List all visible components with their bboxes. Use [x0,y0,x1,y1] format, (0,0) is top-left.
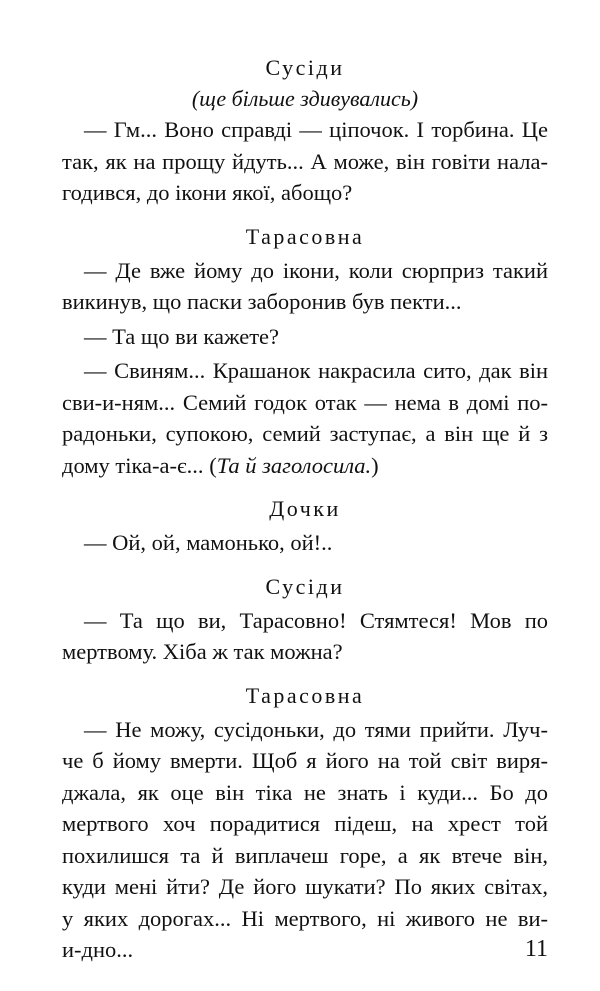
dialogue-paragraph [62,605,548,668]
dialogue-paragraph [62,321,548,353]
dialogue-line: — Ой, ой, мамонько, ой!.. [84,530,333,555]
spacer [62,212,548,221]
dialogue-paragraph [62,255,548,318]
dialogue-line: — Та що ви кажете? [84,323,280,349]
dialogue-line: и-дно... [62,937,134,962]
remark-close-paren: ) [371,452,379,478]
dialogue-paragraph [62,527,548,559]
remark-open-paren: ( [209,452,217,478]
dialogue-line: у яких дорогах... Ні мертвого, ні живого не ви- [62,905,548,931]
page-number: 11 [524,936,548,962]
dialogue-line: викинув, що паски заборонив був пекти... [62,289,462,314]
dialogue-paragraph [62,714,548,966]
dialogue-line: так, як на прощу йдуть... А може, він говіти нала- [62,148,548,174]
speaker-name: Сусіди [265,573,345,599]
dialogue-line: джала, як оце він тіка не знать і куди... Бо до [62,779,548,805]
dialogue-line: похилишся та й виплачеш горе, а як втече він, [62,842,548,868]
dialogue-line: мертвого хоч порадитися підеш, на хрест той [62,811,548,836]
speaker-name: Дочки [269,496,341,521]
dialogue-line: годився, до ікони якої, абощо? [62,180,353,205]
dialogue-line: сви-и-ням... Семий годок отак — нема в домі по- [62,389,548,415]
spacer [62,562,548,571]
dialogue-line [62,450,548,482]
dialogue-line: — Де вже йому до ікони, коли сюрприз такий [84,257,548,283]
spacer [62,484,548,493]
speaker-name: Тарасовна [245,223,365,249]
dialogue-line: — Свиням... Крашанок накрасила сито, дак він [84,358,548,383]
play-text [62,52,548,969]
spacer [62,671,548,680]
dialogue-line: че б йому вмерти. Щоб я його на той світ виря- [62,748,548,773]
dialogue-text: дому тіка-а-є... [62,452,210,478]
speaker-name: Тарасовна [245,682,365,708]
stage-direction: (ще більше здивувались) [191,86,419,111]
dialogue-paragraph [62,114,548,209]
dialogue-paragraph [62,355,548,481]
dialogue-line: куди мені йти? Де його шукати? По яких світах, [62,874,548,899]
dialogue-line: — Гм... Воно справді — ціпочок. І торбина. Це [84,117,548,142]
dialogue-line: мертвому. Хіба ж так можна? [62,639,343,664]
speaker-name: Сусіди [265,55,345,80]
dialogue-line: — Та що ви, Тарасовно! Стямтеся! Мов по [84,607,548,633]
stage-direction: Та й заголосила. [216,452,372,478]
dialogue-line: — Не можу, сусідоньки, до тями прийти. Луч- [84,716,548,742]
dialogue-line: радоньки, супокою, семий заступає, а він ще й з [62,421,548,446]
